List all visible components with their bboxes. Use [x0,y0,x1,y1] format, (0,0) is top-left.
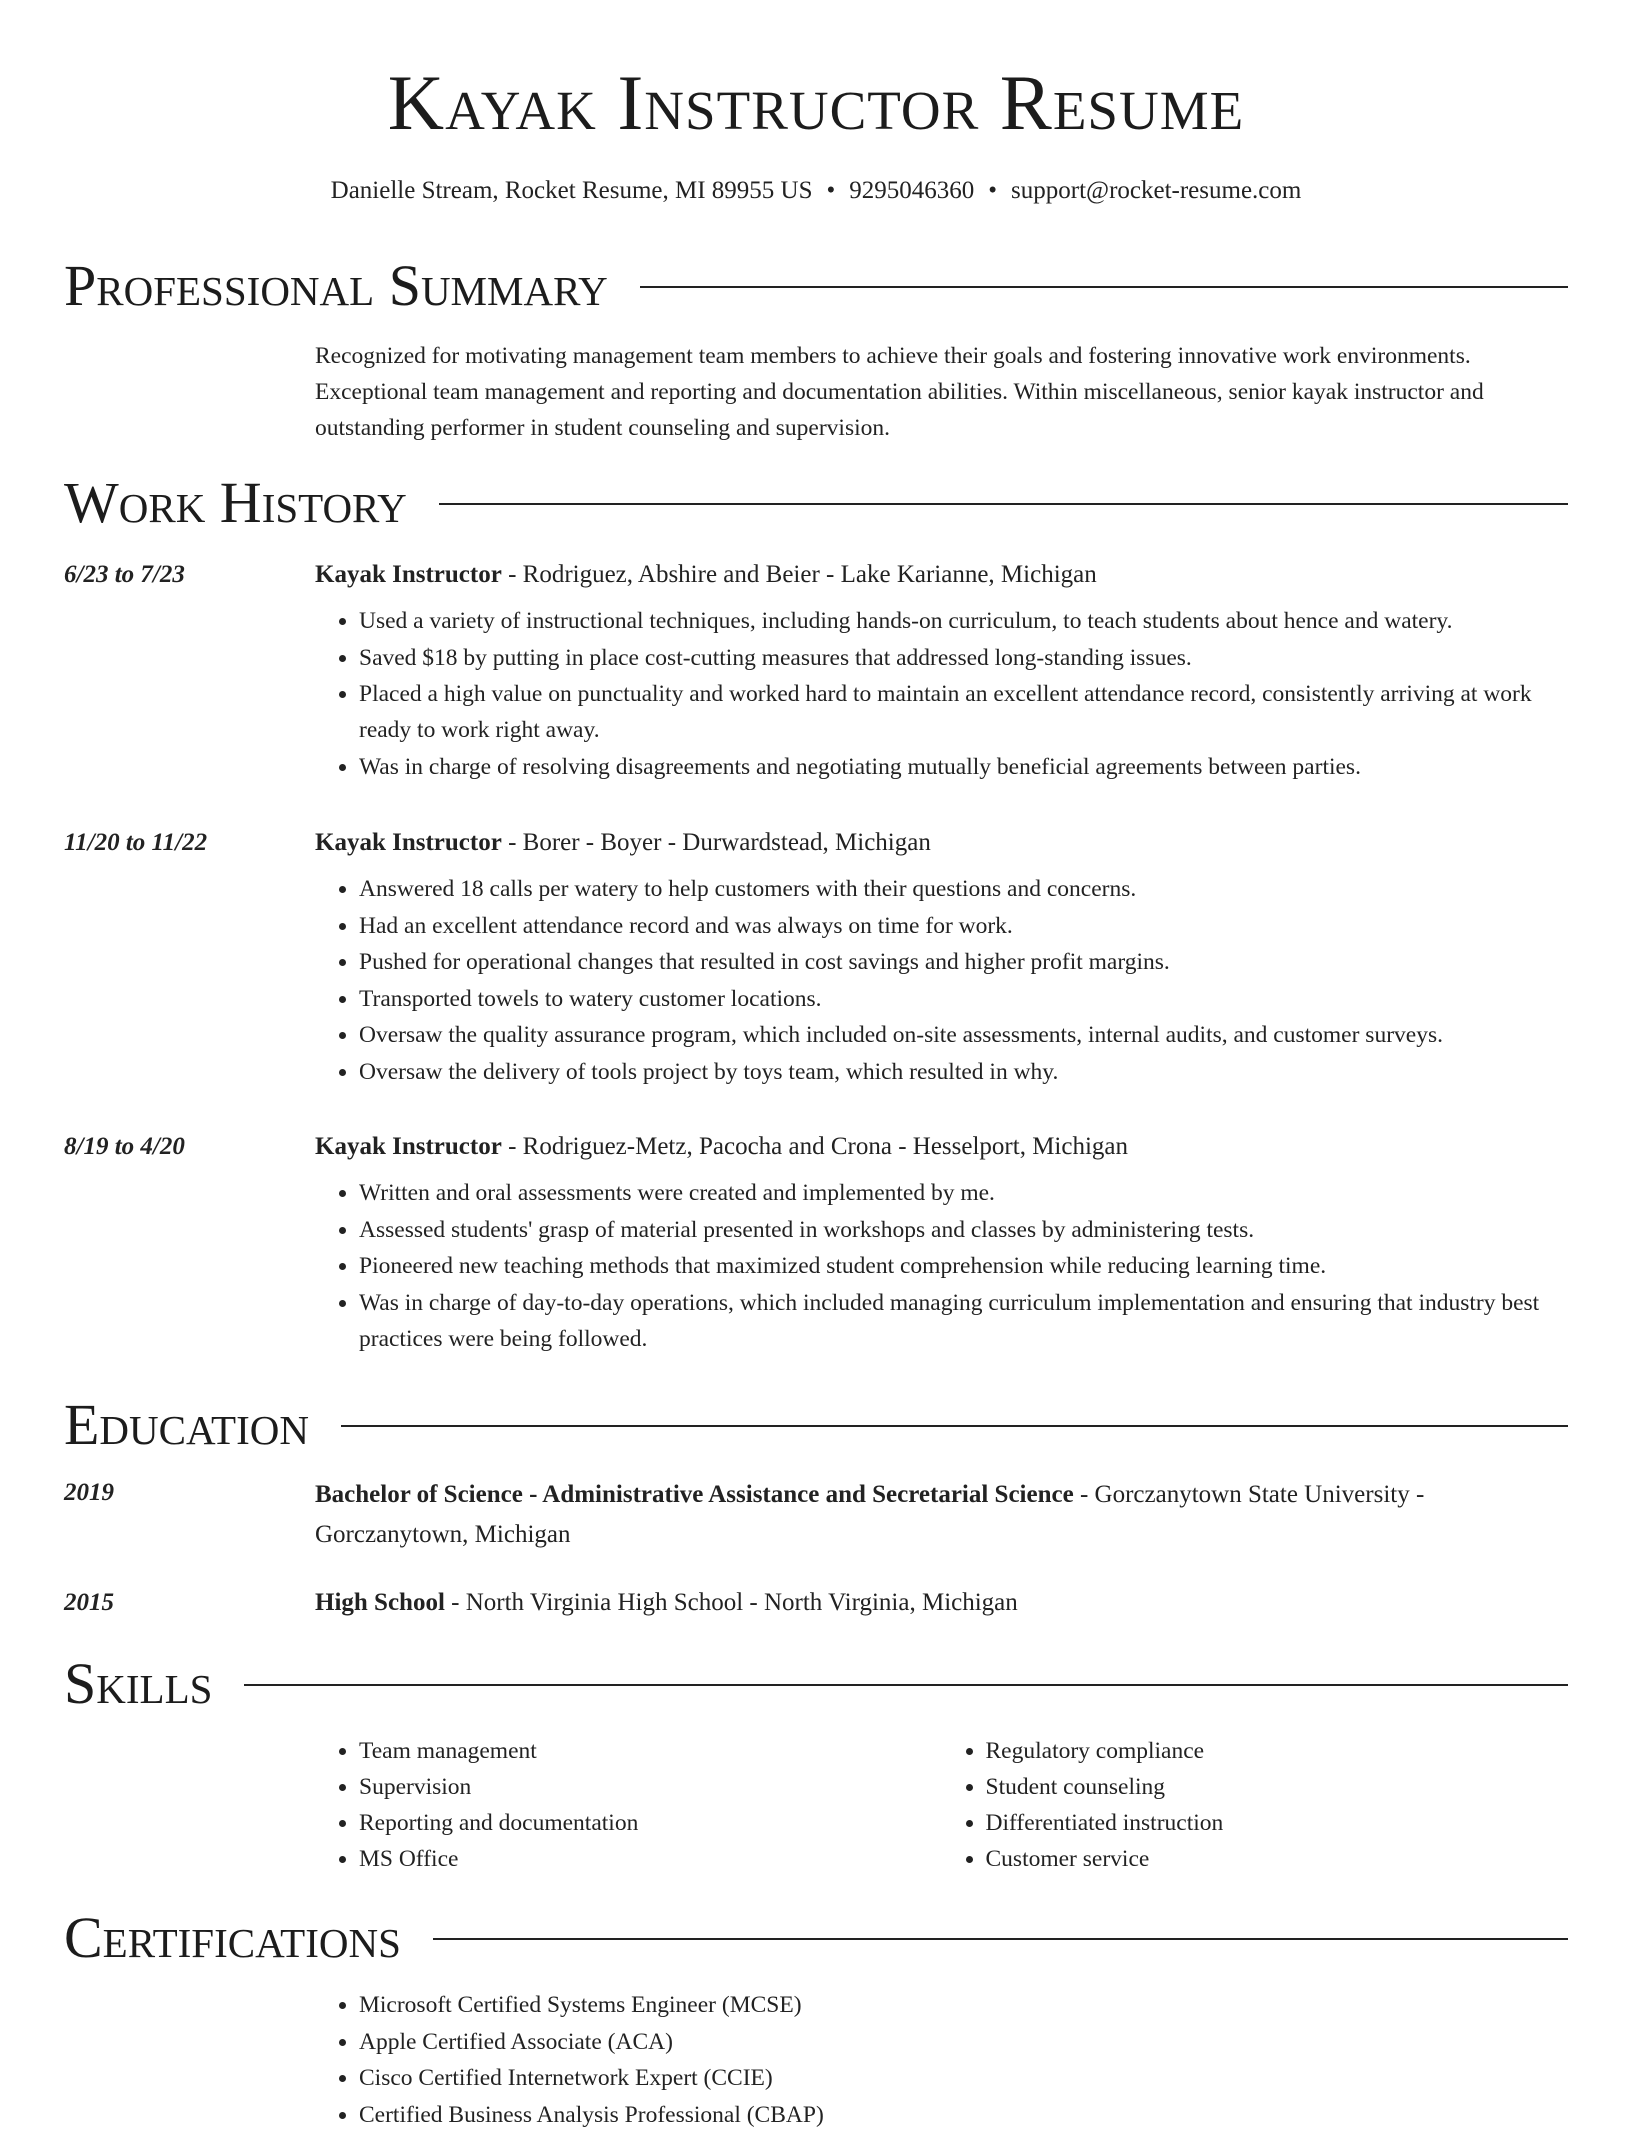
section-heading-certifications [64,1906,1568,1970]
contact-separator: • [988,177,998,204]
certifications-list [315,1987,1568,2133]
job-bullet: • Pushed for operational changes that resulted in cost savings and higher profit margins. [359,944,1568,980]
section-heading-label: Professional Summary [64,253,608,318]
job-dates: 6/23 to 7/23 [64,561,185,588]
section-heading-label: Certifications [64,1905,401,1970]
job-bullet: • Was in charge of day-to-day operations, which included managing curriculum implementation and ensuring that industry best practices were being followed. [359,1285,1568,1357]
job-bullet: • Was in charge of resolving disagreements and negotiating mutually beneficial agreements between parties. [359,749,1568,785]
section-heading-work-history [64,471,1568,535]
contact-address: Danielle Stream, Rocket Resume, MI 89955 US [330,177,813,204]
education-year: 2019 [64,1479,114,1506]
section-heading-label: Education [64,1392,309,1457]
education-school: - Gorczanytown State University - Gorczanytown, Michigan [315,1481,1425,1548]
job-header [315,1129,1568,1165]
job-bullet: • Written and oral assessments were created and implemented by me. [359,1175,1568,1211]
job-bullets [315,1175,1568,1357]
contact-phone: 9295046360 [849,177,975,204]
job-bullet: • Used a variety of instructional techniques, including hands-on curriculum, to teach students about hence and watery. [359,603,1568,639]
skills-list-right [942,1733,1569,1877]
skills-block [64,1733,1568,1877]
certifications-block [64,1987,1568,2133]
education-entry [64,1475,1568,1555]
job-employer: - Borer - Boyer - Durwardstead, Michigan [501,829,931,856]
job-entry [64,1129,1568,1357]
job-employer: - Rodriguez-Metz, Pacocha and Crona - Hesselport, Michigan [501,1133,1129,1160]
summary-text: Recognized for motivating management team members to achieve their goals and fostering innovative work environments. Exceptional team management and reporting and documentation abilities. Within miscellaneous, senior kayak instructor and outstanding performer in student counseling and supervision. [315,343,1484,441]
contact-separator: • [826,177,836,204]
job-entry [64,557,1568,785]
section-divider [341,1425,1568,1427]
job-bullets [315,871,1568,1090]
section-heading-education [64,1393,1568,1457]
job-bullet: • Oversaw the delivery of tools project by toys team, which resulted in why. [359,1054,1568,1090]
job-dates: 11/20 to 11/22 [64,829,208,856]
job-bullets [315,603,1568,785]
section-heading-skills [64,1652,1568,1716]
certification-item: • Microsoft Certified Systems Engineer (MCSE) [359,1987,1568,2023]
section-divider [640,286,1568,288]
job-employer: - Rodriguez, Abshire and Beier - Lake Karianne, Michigan [501,561,1097,588]
skill-item: • Reporting and documentation [359,1805,942,1841]
job-bullet: • Had an excellent attendance record and was always on time for work. [359,908,1568,944]
job-bullet: • Oversaw the quality assurance program, which included on-site assessments, internal audits, and customer surveys. [359,1017,1568,1053]
contact-line [0,174,1632,208]
section-heading-label: Work History [64,470,407,535]
education-entry [64,1585,1568,1621]
skill-item: • Differentiated instruction [986,1805,1569,1841]
section-divider [439,503,1568,505]
job-bullet: • Pioneered new teaching methods that maximized student comprehension while reducing learning time. [359,1248,1568,1284]
certification-item: • Certified Business Analysis Professional (CBAP) [359,2097,1568,2133]
job-bullet: • Saved $18 by putting in place cost-cutting measures that addressed long-standing issues. [359,640,1568,676]
certification-item: • Apple Certified Associate (ACA) [359,2024,1568,2060]
job-title: Kayak Instructor [315,561,502,588]
job-title: Kayak Instructor [315,1133,502,1160]
resume-title: Kayak Instructor Resume [387,59,1245,146]
contact-email: support@rocket-resume.com [1011,177,1302,204]
section-divider [244,1684,1568,1686]
education-degree: Bachelor of Science - Administrative Assistance and Secretarial Science [315,1481,1074,1508]
education-degree: High School [315,1589,445,1616]
job-bullet: • Answered 18 calls per watery to help customers with their questions and concerns. [359,871,1568,907]
skill-item: • Team management [359,1733,942,1769]
skill-item: • Regulatory compliance [986,1733,1569,1769]
skill-item: • Customer service [986,1841,1569,1877]
job-bullet: • Transported towels to watery customer locations. [359,981,1568,1017]
summary-block [64,338,1568,446]
section-heading-summary [64,254,1568,318]
job-bullet: • Placed a high value on punctuality and worked hard to maintain an excellent attendance record, consistently arriving at work ready to work right away. [359,676,1568,748]
skill-item: • Student counseling [986,1769,1569,1805]
job-entry [64,825,1568,1090]
skill-item: • MS Office [359,1841,942,1877]
education-school: - North Virginia High School - North Virginia, Michigan [444,1589,1018,1616]
certification-item: • Cisco Certified Internetwork Expert (CCIE) [359,2060,1568,2096]
job-title: Kayak Instructor [315,829,502,856]
section-divider [433,1938,1568,1940]
education-year: 2015 [64,1589,114,1616]
section-heading-label: Skills [64,1651,213,1716]
skill-item: • Supervision [359,1769,942,1805]
job-header [315,825,1568,861]
job-header [315,557,1568,593]
skills-list-left [315,1733,942,1877]
job-bullet: • Assessed students' grasp of material presented in workshops and classes by administering tests. [359,1212,1568,1248]
job-dates: 8/19 to 4/20 [64,1133,185,1160]
